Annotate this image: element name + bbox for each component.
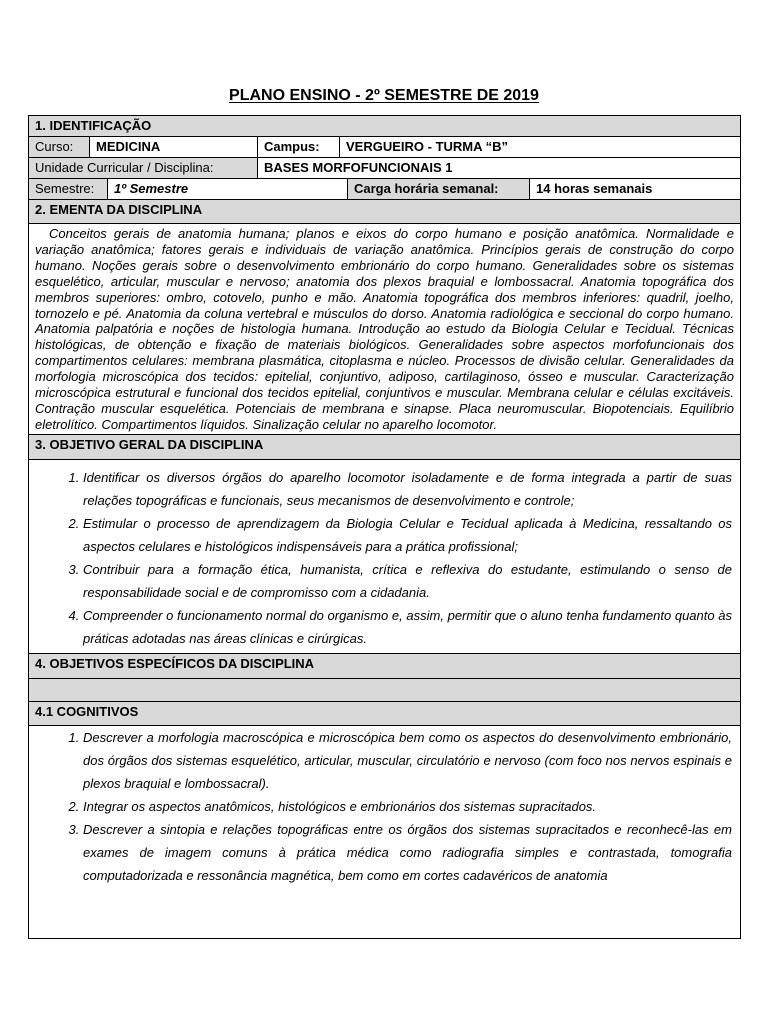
objetivo-geral-item: 3. Contribuir para a formação ética, humanista, crítica e reflexiva do estudante, estimulando o senso de responsabilidade social e de compromisso com a cidadania. — [83, 558, 732, 604]
objetivos-especificos-header: 4. OBJETIVOS ESPECÍFICOS DA DISCIPLINA — [29, 654, 740, 679]
campus-value: VERGUEIRO - TURMA “B” — [346, 139, 509, 154]
unidade-row — [29, 158, 740, 179]
ementa-header: 2. EMENTA DA DISCIPLINA — [29, 200, 740, 224]
cognitivo-item: 2. Integrar os aspectos anatômicos, histológicos e embrionários dos sistemas supracitados. — [83, 795, 732, 818]
cognitivos-list — [29, 726, 740, 887]
page-title: PLANO ENSINO - 2º SEMESTRE DE 2019 — [229, 87, 539, 104]
objetivo-geral-item: 2. Estimular o processo de aprendizagem da Biologia Celular e Tecidual aplicada à Medicina, ressaltando os aspectos celulares e histológicos indispensáveis para a prática profissional; — [83, 512, 732, 558]
objetivo-geral-list — [29, 460, 740, 653]
objetivo-geral-header: 3. OBJETIVO GERAL DA DISCIPLINA — [29, 435, 740, 460]
campus-label: Campus: — [258, 137, 340, 157]
cognitivos-header: 4.1 COGNITIVOS — [29, 702, 740, 726]
carga-value: 14 horas semanais — [536, 181, 653, 196]
curso-value: MEDICINA — [90, 137, 258, 157]
document-table — [28, 115, 741, 939]
semestre-label: Semestre: — [29, 179, 108, 199]
objetivos-especificos-spacer — [29, 679, 740, 702]
carga-label: Carga horária semanal: — [348, 179, 530, 199]
cognitivo-item: 1. Descrever a morfologia macroscópica e microscópica bem como os aspectos do desenvolvimento embrionário, dos órgãos dos sistemas esquelético, articular, muscular, circulatório e nervoso (com foco nos nervos espinais e plexos braquial e lombossacral). — [83, 726, 732, 795]
ementa-text: Conceitos gerais de anatomia humana; planos e eixos do corpo humano e posição anatômica. Normalidade e variação anatômica; fatores gerais e individuais de variação anatômica. Princípios gerais de construção do corpo humano. Noções gerais sobre o desenvolvimento embrionário do corpo humano. Generalidades sobre os sistemas esquelético, articular, muscular e nervoso; anatomia dos plexos braquial e lombossacral. Anatomia topográfica dos membros superiores: ombro, cotovelo, punho e mão. Anatomia topográfica dos membros inferiores: quadril, joelho, tornozelo e pé. Anatomia da coluna vertebral e músculos do dorso. Anatomia radiológica e seccional do corpo humano. Anatomia palpatória e noções de histologia humana. Introdução ao estudo da Biologia Celular e Tecidual. Técnicas histológicas, de obtenção e fixação de materiais biológicos. Generalidades sobre aspectos morfofuncionais dos compartimentos celulares: membrana plasmática, citoplasma e núcleo. Processos de divisão celular. Generalidades da morfologia microscópica dos tecidos: epitelial, conjuntivo, adiposo, cartilaginoso, ósseo e muscular. Caracterização microscópica estrutural e funcional dos tecidos epitelial, conjuntivos e muscular. Membrana celular e células excitáveis. Contração muscular esquelética. Potenciais de membrana e sinapse. Placa neuromuscular. Biopotenciais. Equilíbrio eletrolítico. Compartimentos líquidos. Sinalização celular no aparelho locomotor. — [29, 224, 740, 435]
identificacao-header: 1. IDENTIFICAÇÃO — [29, 116, 740, 137]
curso-label: Curso: — [29, 137, 90, 157]
objetivo-geral-item: 4. Compreender o funcionamento normal do organismo e, assim, permitir que o aluno tenha fundamento quanto às práticas adotadas nas áreas clínicas e cirúrgicas. — [83, 604, 732, 650]
semestre-row — [29, 179, 740, 200]
objetivo-geral-item: 1. Identificar os diversos órgãos do aparelho locomotor isoladamente e de forma integrada a partir de suas relações topográficas e funcionais, seus mecanismos de desenvolvimento e controle; — [83, 466, 732, 512]
curso-row — [29, 137, 740, 158]
semestre-value: 1º Semestre — [108, 179, 348, 199]
unidade-value: BASES MORFOFUNCIONAIS 1 — [264, 160, 453, 175]
objetivo-geral-list-wrap — [29, 460, 740, 654]
cognitivo-item: 3. Descrever a sintopia e relações topográficas entre os órgãos dos sistemas supracitados e reconhecê-las em exames de imagem comuns à prática médica como radiografia simples e contrastada, tomografia computadorizada e ressonância magnética, bem como em cortes cadavéricos de anatomia — [83, 818, 732, 887]
unidade-label: Unidade Curricular / Disciplina: — [29, 158, 258, 178]
